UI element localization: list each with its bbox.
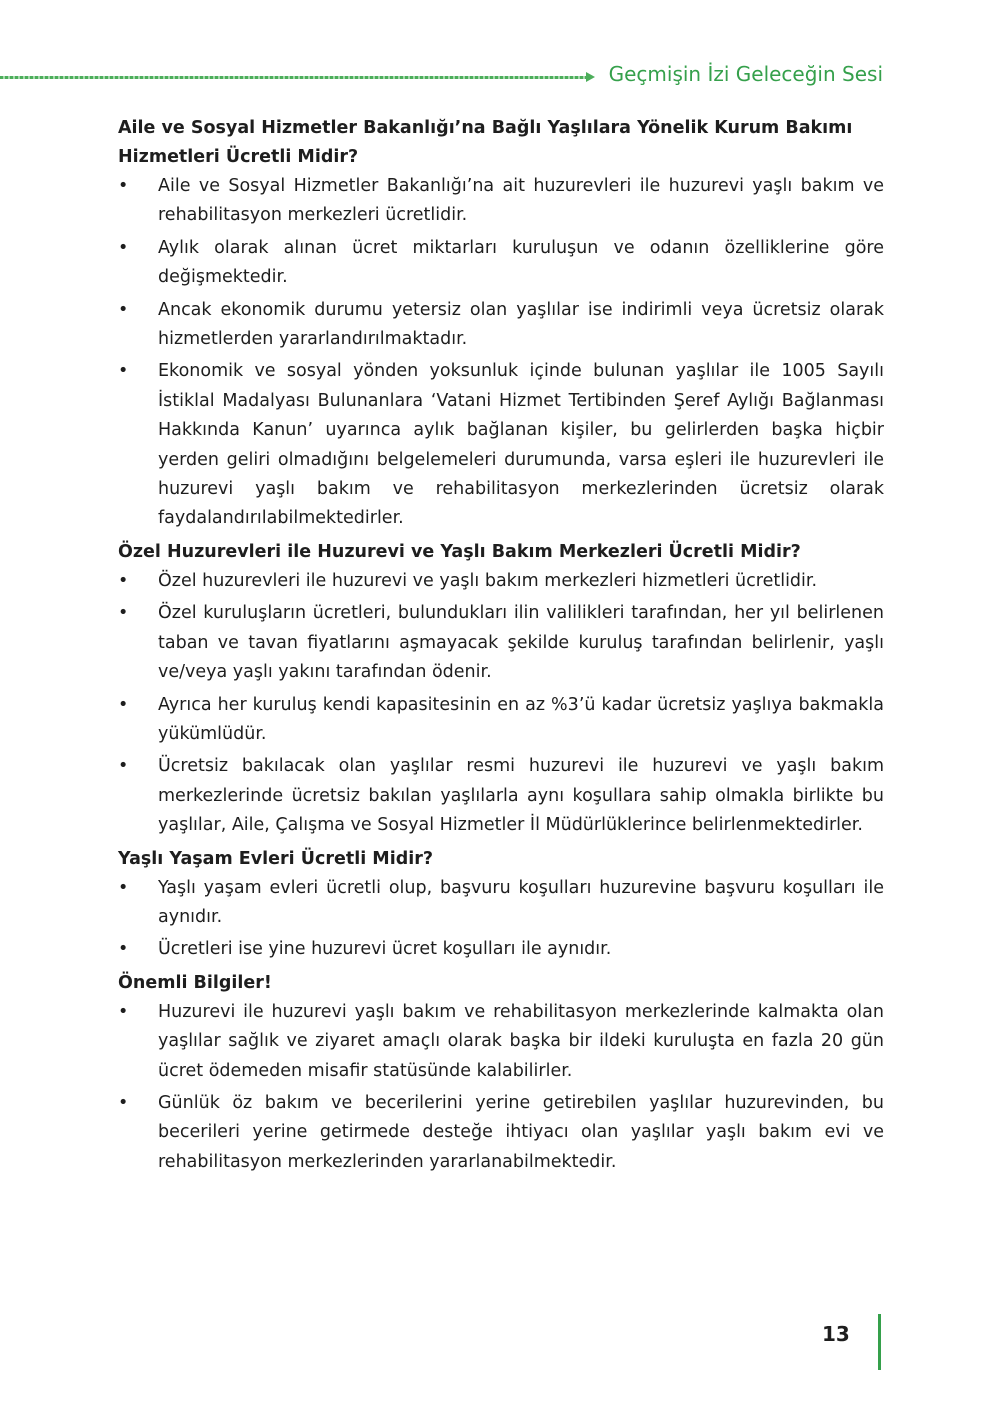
list-item-text: Ücretleri ise yine huzurevi ücret koşulları ile aynıdır. [158,939,612,960]
bullet-list [118,998,884,1177]
header-arrow-icon [586,72,595,82]
page-number: 13 [822,1322,850,1346]
list-item [118,599,884,687]
list-item-text: Ayrıca her kuruluş kendi kapasitesinin en az %3’ü kadar ücretsiz yaşlıya bakmakla yükümlüdür. [158,694,884,744]
list-item-text: Günlük öz bakım ve becerilerini yerine getirebilen yaşlılar huzurevinden, bu becerileri yerine getirmede desteğe ihtiyacı olan yaşlılar yaşlı bakım evi ve rehabilitasyon merkezlerinden yararlanabilmektedir. [158,1092,884,1172]
list-item-text: Özel kuruluşların ücretleri, bulundukları ilin valilikleri tarafından, her yıl belirlenen taban ve tavan fiyatlarını aşmayacak şekilde kuruluş tarafından belirlenir, yaşlı ve/veya yaşlı yakını tarafından ödenir. [158,603,884,683]
bullet-list [118,874,884,965]
list-item-text: Yaşlı yaşam evleri ücretli olup, başvuru koşulları huzurevine başvuru koşulları ile aynıdır. [158,877,884,927]
list-item-text: Aile ve Sosyal Hizmetler Bakanlığı’na ait huzurevleri ile huzurevi yaşlı bakım ve rehabilitasyon merkezleri ücretlidir. [158,176,884,226]
list-item [118,1089,884,1177]
running-header-title: Geçmişin İzi Geleceğin Sesi [608,62,883,86]
bullet-list [118,567,884,841]
bullet-icon: • [118,756,129,777]
list-item [118,296,884,355]
list-item [118,691,884,750]
bullet-icon: • [118,877,129,898]
list-item [118,567,884,596]
section-onemli-bilgiler [118,969,884,1177]
list-item [118,357,884,533]
list-item [118,234,884,293]
bullet-icon: • [118,1092,129,1113]
list-item-text: Ekonomik ve sosyal yönden yoksunluk içinde bulunan yaşlılar ile 1005 Sayılı İstiklal Madalyası Bulunanlara ‘Vatani Hizmet Tertibinden Şeref Aylığı Bağlanması Hakkında Kanun’ uyarınca aylık bağlanan kişiler, bu gelirlerden başka hiçbir yerden geliri olmadığını belgelemeleri durumunda, varsa eşleri ile huzurevleri ile huzurevi yaşlı bakım ve rehabilitasyon merkezlerinden ücretsiz olarak faydalandırılabilmektedirler. [158,361,884,529]
list-item [118,998,884,1086]
bullet-icon: • [118,299,129,320]
bullet-icon: • [118,939,129,960]
list-item-text: Huzurevi ile huzurevi yaşlı bakım ve rehabilitasyon merkezlerinde kalmakta olan yaşlılar sağlık ve ziyaret amaçlı olarak başka bir ildeki kuruluşta en fazla 20 gün ücret ödemeden misafir statüsünde kalabilirler. [158,1001,884,1081]
list-item [118,935,884,964]
list-item [118,172,884,231]
list-item-text: Ücretsiz bakılacak olan yaşlılar resmi huzurevi ile huzurevi ve yaşlı bakım merkezlerinde ücretsiz bakılan yaşlılarla aynı koşullara sahip olmakla birlikte bu yaşlılar, Aile, Çalışma ve Sosyal Hizmetler İl Müdürlüklerince belirlenmektedirler. [158,756,884,836]
section-kurum-bakimi [118,114,884,534]
bullet-icon: • [118,361,129,382]
bullet-icon: • [118,570,129,591]
bullet-icon: • [118,237,129,258]
bullet-list [118,172,884,534]
list-item-text: Özel huzurevleri ile huzurevi ve yaşlı bakım merkezleri hizmetleri ücretlidir. [158,570,818,591]
section-heading: Önemli Bilgiler! [118,972,272,993]
page-number-divider [878,1314,881,1370]
bullet-icon: • [118,1001,129,1022]
section-ozel-huzurevleri [118,538,884,841]
bullet-icon: • [118,176,129,196]
list-item [118,874,884,933]
section-heading: Aile ve Sosyal Hizmetler Bakanlığı’na Bağlı Yaşlılara Yönelik Kurum Bakımı Hizmetleri Ücretli Midir? [118,118,853,167]
header-decorative-line [0,76,590,79]
list-item-text: Aylık olarak alınan ücret miktarları kuruluşun ve odanın özelliklerine göre değişmektedir. [158,237,884,288]
page-content [118,114,884,1181]
bullet-icon: • [118,694,129,715]
list-item-text: Ancak ekonomik durumu yetersiz olan yaşlılar ise indirimli veya ücretsiz olarak hizmetlerden yararlandırılmaktadır. [158,299,884,350]
bullet-icon: • [118,603,129,624]
section-yasam-evleri [118,845,884,965]
section-heading: Yaşlı Yaşam Evleri Ücretli Midir? [118,848,434,869]
section-heading: Özel Huzurevleri ile Huzurevi ve Yaşlı Bakım Merkezleri Ücretli Midir? [118,541,801,562]
list-item [118,752,884,840]
